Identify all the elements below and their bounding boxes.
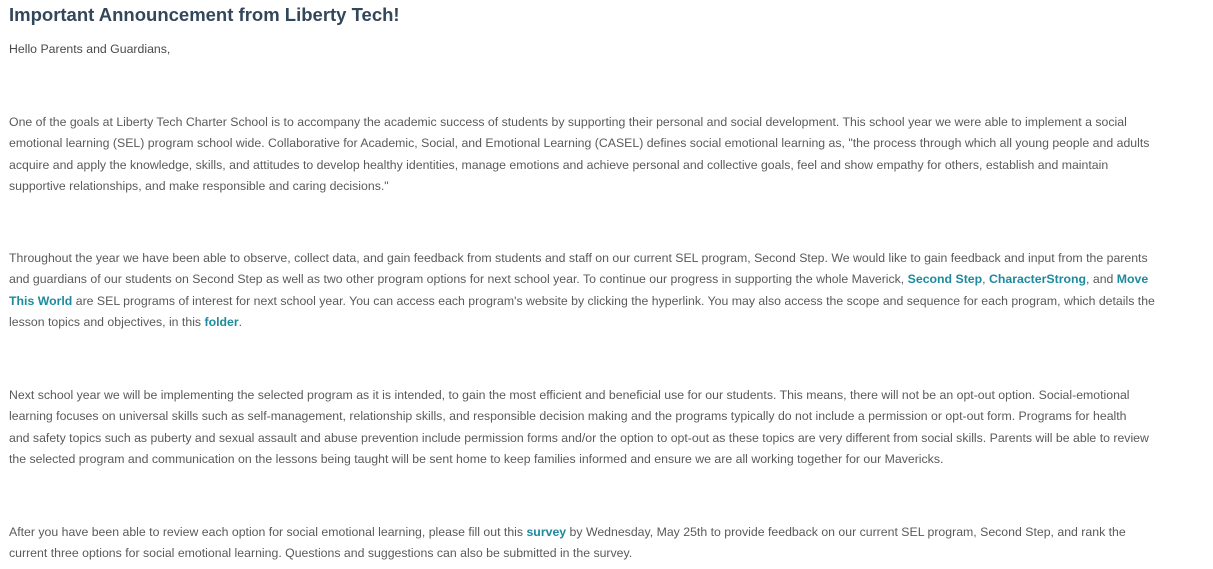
page-title: Important Announcement from Liberty Tech!	[9, 4, 400, 25]
paragraph-survey	[9, 522, 1209, 565]
text-segment: and guardians of our students on Second Step as well as two other program options for next school year. To continue our progress in supporting the whole Maverick,	[9, 272, 908, 287]
text-segment: by Wednesday, May 25th to provide feedback on our current SEL program, Second Step, and rank the	[566, 525, 1126, 539]
text-segment: are SEL programs of interest for next school year. You can access each program's website by clicking the hyperlink. You may also access the scope and sequence for each program, which details the	[72, 293, 1155, 308]
paragraph-line	[9, 522, 1209, 543]
text-segment: lesson topics and objectives, in this	[9, 315, 205, 330]
move-this-world-link[interactable]: This World	[9, 293, 73, 308]
paragraph-line: Throughout the year we have been able to observe, collect data, and gain feedback from students and staff on our current SEL program, Second Step. We would like to gain feedback and input from the parents	[9, 251, 1148, 265]
move-this-world-link[interactable]: Move	[1116, 272, 1149, 287]
paragraph-line: Next school year we will be implementing the selected program as it is intended, to gain the most efficient and beneficial use for our students. This means, there will not be an opt-out option. Social-emotional	[9, 388, 1130, 402]
text-segment: ,	[982, 272, 989, 287]
paragraph-implementation	[9, 385, 1209, 471]
paragraph-line: and safety topics such as puberty and sexual assault and abuse prevention include permission forms and/or the option to opt-out as these topics are very different from social skills. Parents will be able to review	[9, 430, 1149, 445]
text-segment: .	[238, 315, 243, 330]
paragraph-line: learning focuses on universal skills such as self-management, relationship skills, and responsible decision making and the programs typically do not include a permission or opt-out form. Programs for health	[9, 409, 1127, 424]
paragraph-line: emotional learning (SEL) program school wide. Collaborative for Academic, Social, and Emotional Learning (CASEL) defines social emotional learning as, "the process through which all young people and adults	[9, 136, 1150, 151]
greeting-text: Hello Parents and Guardians,	[9, 42, 171, 56]
paragraph-line	[9, 269, 1209, 290]
paragraph-line	[9, 291, 1209, 312]
survey-link[interactable]: survey	[526, 525, 567, 539]
paragraph-sel-goals	[9, 112, 1209, 198]
paragraph-line: current three options for social emotional learning. Questions and suggestions can also be submitted in the survey.	[9, 546, 633, 561]
paragraph-line: One of the goals at Liberty Tech Charter School is to accompany the academic success of students by supporting their personal and social development. This school year we were able to implement a social	[9, 115, 1127, 129]
paragraph-program-options	[9, 248, 1209, 334]
paragraph-line: acquire and apply the knowledge, skills, and attitudes to develop healthy identities, manage emotions and achieve personal and collective goals, feel and show empathy for others, establish and maintain	[9, 157, 1109, 172]
folder-link[interactable]: folder	[204, 315, 239, 330]
text-segment: , and	[1086, 272, 1117, 287]
paragraph-line: the selected program and communication on the lessons being taught will be sent home to keep families informed and ensure we are all working together for our Mavericks.	[9, 452, 944, 467]
paragraph-line: supportive relationships, and make responsible and caring decisions."	[9, 179, 389, 194]
second-step-link[interactable]: Second Step	[907, 272, 983, 287]
paragraph-line	[9, 312, 1209, 333]
text-segment: After you have been able to review each option for social emotional learning, please fill out this	[9, 525, 527, 539]
characterstrong-link[interactable]: CharacterStrong	[988, 272, 1087, 287]
